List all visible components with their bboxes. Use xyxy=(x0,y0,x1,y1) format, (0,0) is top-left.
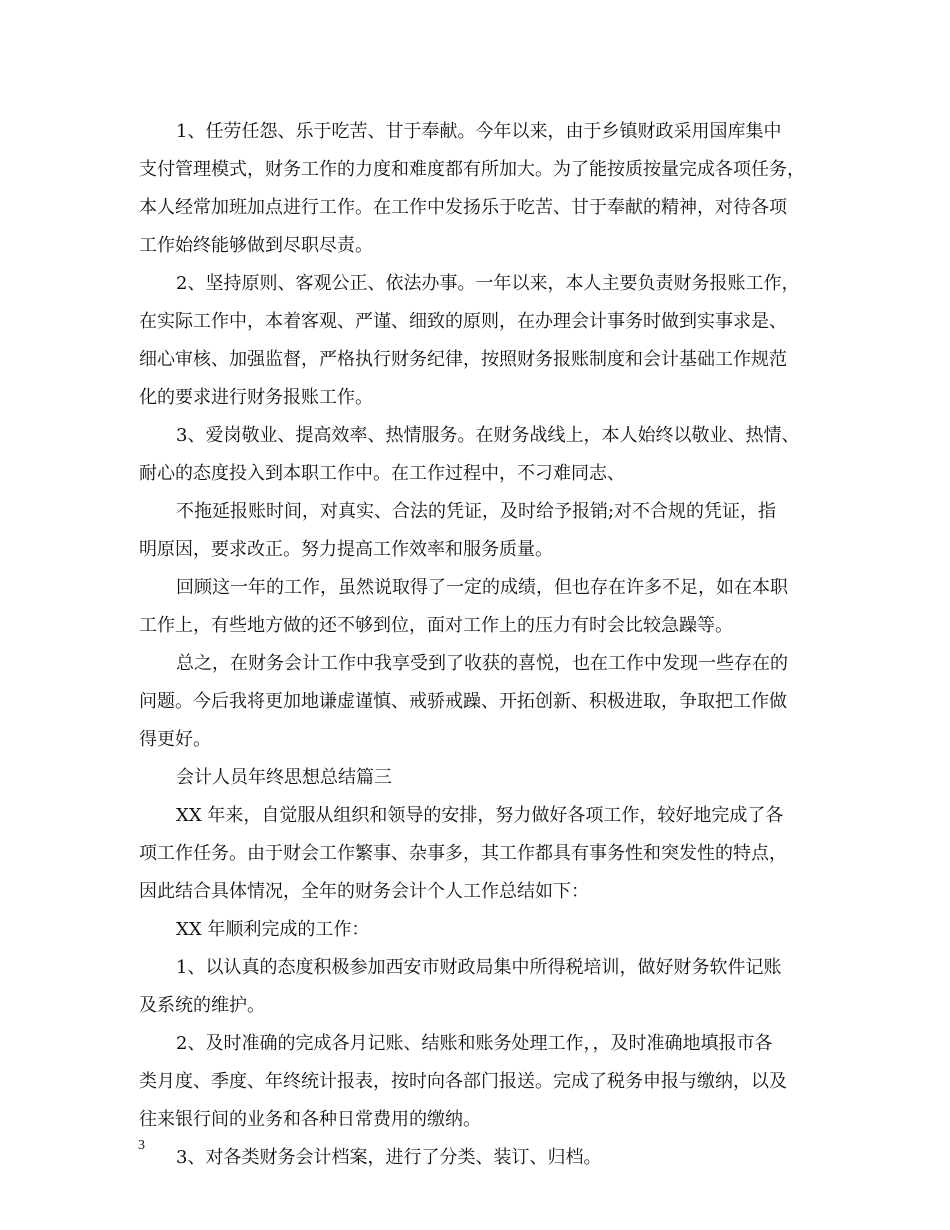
paragraph-line: 问题。今后我将更加地谦虚谨慎、戒骄戒躁、开拓创新、积极进取，争取把工作做 xyxy=(139,691,787,712)
paragraph-line: 耐心的态度投入到本职工作中。在工作过程中，不刁难同志、 xyxy=(139,463,625,484)
paragraph-line: 类月度、季度、年终统计报表，按时向各部门报送。完成了税务申报与缴纳，以及 xyxy=(139,1071,787,1092)
paragraph-line: 1、任劳任怨、乐于吃苦、甘于奉献。今年以来，由于乡镇财政采用国库集中 xyxy=(176,121,782,142)
paragraph-line: 1、以认真的态度积极参加西安市财政局集中所得税培训，做好财务软件记账 xyxy=(176,957,782,978)
section-heading: 会计人员年终思想总结篇三 xyxy=(176,767,392,788)
paragraph-line: 因此结合具体情况，全年的财务会计个人工作总结如下： xyxy=(139,881,589,902)
paragraph-line: XX 年来，自觉服从组织和领导的安排，努力做好各项工作，较好地完成了各 xyxy=(176,805,784,826)
paragraph-line: 工作上，有些地方做的还不够到位，面对工作上的压力有时会比较急躁等。 xyxy=(139,615,733,636)
paragraph-line: 本人经常加班加点进行工作。在工作中发扬乐于吃苦、甘于奉献的精神，对待各项 xyxy=(139,197,787,218)
paragraph-line: 工作始终能够做到尽职尽责。 xyxy=(139,235,373,256)
paragraph-line: XX 年顺利完成的工作： xyxy=(176,919,370,940)
paragraph-line: 2、坚持原则、客观公正、依法办事。一年以来，本人主要负责财务报账工作， xyxy=(176,273,800,294)
paragraph-line: 明原因，要求改正。努力提高工作效率和服务质量。 xyxy=(139,539,553,560)
paragraph-line: 得更好。 xyxy=(139,729,211,750)
paragraph-line: 不拖延报账时间，对真实、合法的凭证，及时给予报销;对不合规的凭证，指 xyxy=(176,501,777,522)
paragraph-line: 支付管理模式，财务工作的力度和难度都有所加大。为了能按质按量完成各项任务， xyxy=(139,159,805,180)
paragraph-line: 2、及时准确的完成各月记账、结账和账务处理工作，，及时准确地填报市各 xyxy=(176,1033,773,1054)
page-number: 3 xyxy=(138,1138,145,1153)
paragraph-line: 及系统的维护。 xyxy=(139,995,265,1016)
paragraph-line: 往来银行间的业务和各种日常费用的缴纳。 xyxy=(139,1109,481,1130)
paragraph-line: 回顾这一年的工作，虽然说取得了一定的成绩，但也存在许多不足，如在本职 xyxy=(176,577,788,598)
paragraph-line: 3、对各类财务会计档案，进行了分类、装订、归档。 xyxy=(176,1147,602,1168)
paragraph-line: 在实际工作中，本着客观、严谨、细致的原则，在办理会计事务时做到实事求是、 xyxy=(139,311,787,332)
paragraph-line: 总之，在财务会计工作中我享受到了收获的喜悦，也在工作中发现一些存在的 xyxy=(176,653,788,674)
paragraph-line: 项工作任务。由于财会工作繁事、杂事多，其工作都具有事务性和突发性的特点， xyxy=(139,843,787,864)
paragraph-line: 化的要求进行财务报账工作。 xyxy=(139,387,373,408)
paragraph-line: 3、爱岗敬业、提高效率、热情服务。在财务战线上，本人始终以敬业、热情、 xyxy=(176,425,800,446)
paragraph-line: 细心审核、加强监督，严格执行财务纪律，按照财务报账制度和会计基础工作规范 xyxy=(139,349,787,370)
document-body xyxy=(139,113,819,1177)
